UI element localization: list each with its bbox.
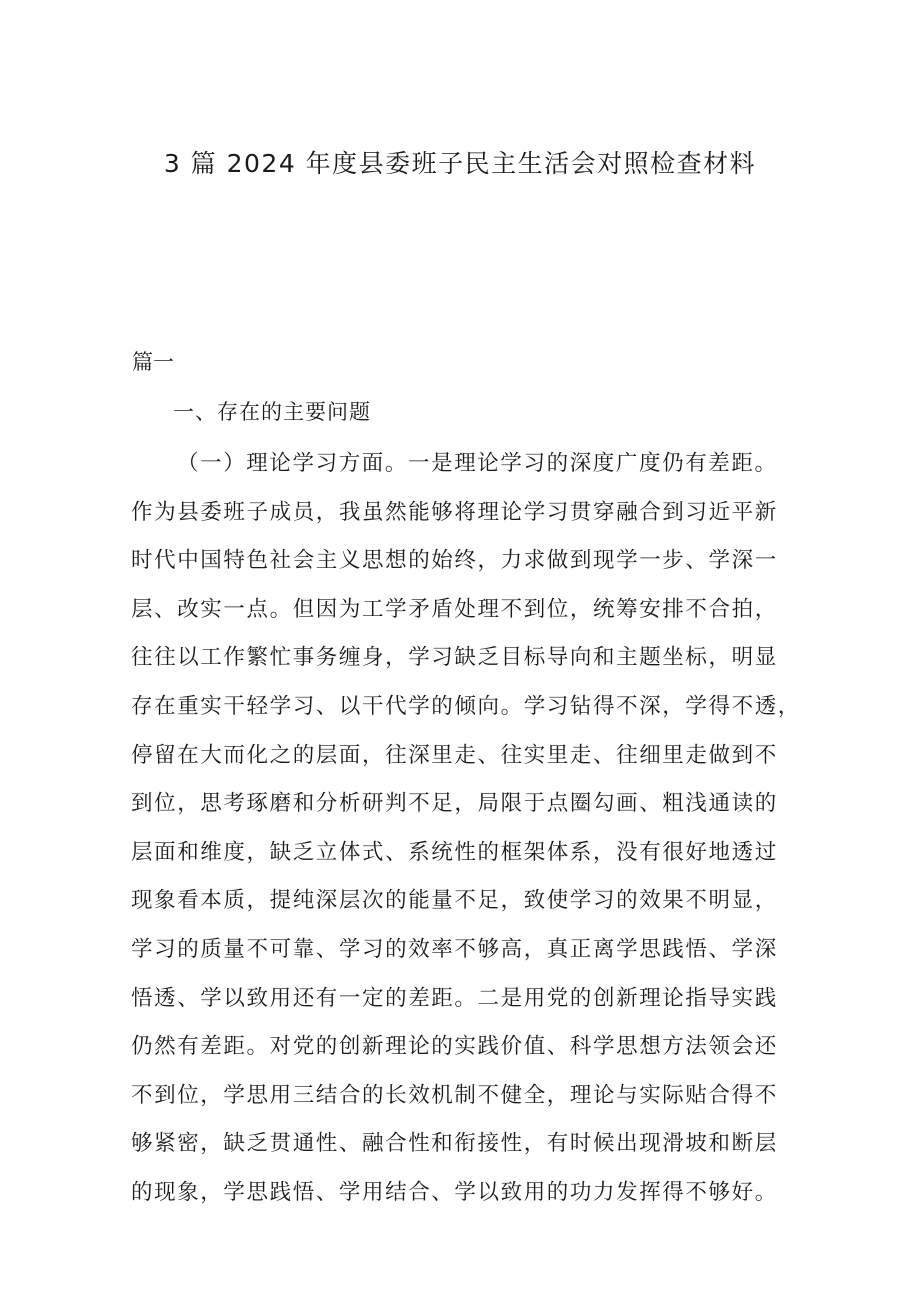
paragraph-line: 作为县委班子成员，我虽然能够将理论学习贯穿融合到习近平新: [131, 499, 778, 525]
paragraph-line: 的现象，学思践悟、学用结合、学以致用的功力发挥得不够好。: [131, 1179, 778, 1205]
paragraph-line: 到位，思考琢磨和分析研判不足，局限于点圈勾画、粗浅通读的: [131, 791, 778, 817]
paragraph-line: 仍然有差距。对党的创新理论的实践价值、科学思想方法领会还: [131, 1034, 778, 1060]
paragraph-line: 时代中国特色社会主义思想的始终，力求做到现学一步、学深一: [131, 548, 778, 574]
paragraph-line: 层面和维度，缺乏立体式、系统性的框架体系，没有很好地透过: [131, 839, 778, 865]
body-paragraph: [131, 447, 799, 1225]
paragraph-line: 不到位，学思用三结合的长效机制不健全，理论与实际贴合得不: [131, 1082, 778, 1108]
paragraph-line: 停留在大而化之的层面，往深里走、往实里走、往细里走做到不: [131, 742, 778, 768]
section-heading: 一、存在的主要问题: [173, 400, 371, 424]
paragraph-line: 层、改实一点。但因为工学矛盾处理不到位，统筹安排不合拍，: [131, 596, 778, 622]
paragraph-line: 学习的质量不可靠、学习的效率不够高，真正离学思践悟、学深: [131, 936, 778, 962]
paragraph-line: 悟透、学以致用还有一定的差距。二是用党的创新理论指导实践: [131, 985, 778, 1011]
paragraph-line: 现象看本质，提纯深层次的能量不足，致使学习的效果不明显，: [131, 888, 778, 914]
paragraph-line: （一）理论学习方面。一是理论学习的深度广度仍有差距。: [177, 451, 778, 476]
document-title: 3 篇 2024 年度县委班子民主生活会对照检查材料: [163, 149, 757, 178]
paragraph-line: 往往以工作繁忙事务缠身，学习缺乏目标导向和主题坐标，明显: [131, 645, 778, 671]
paragraph-line: 存在重实干轻学习、以干代学的倾向。学习钻得不深，学得不透，: [131, 693, 801, 719]
section-label: 篇一: [132, 350, 174, 374]
paragraph-line: 够紧密，缺乏贯通性、融合性和衔接性，有时候出现滑坡和断层: [131, 1131, 778, 1157]
